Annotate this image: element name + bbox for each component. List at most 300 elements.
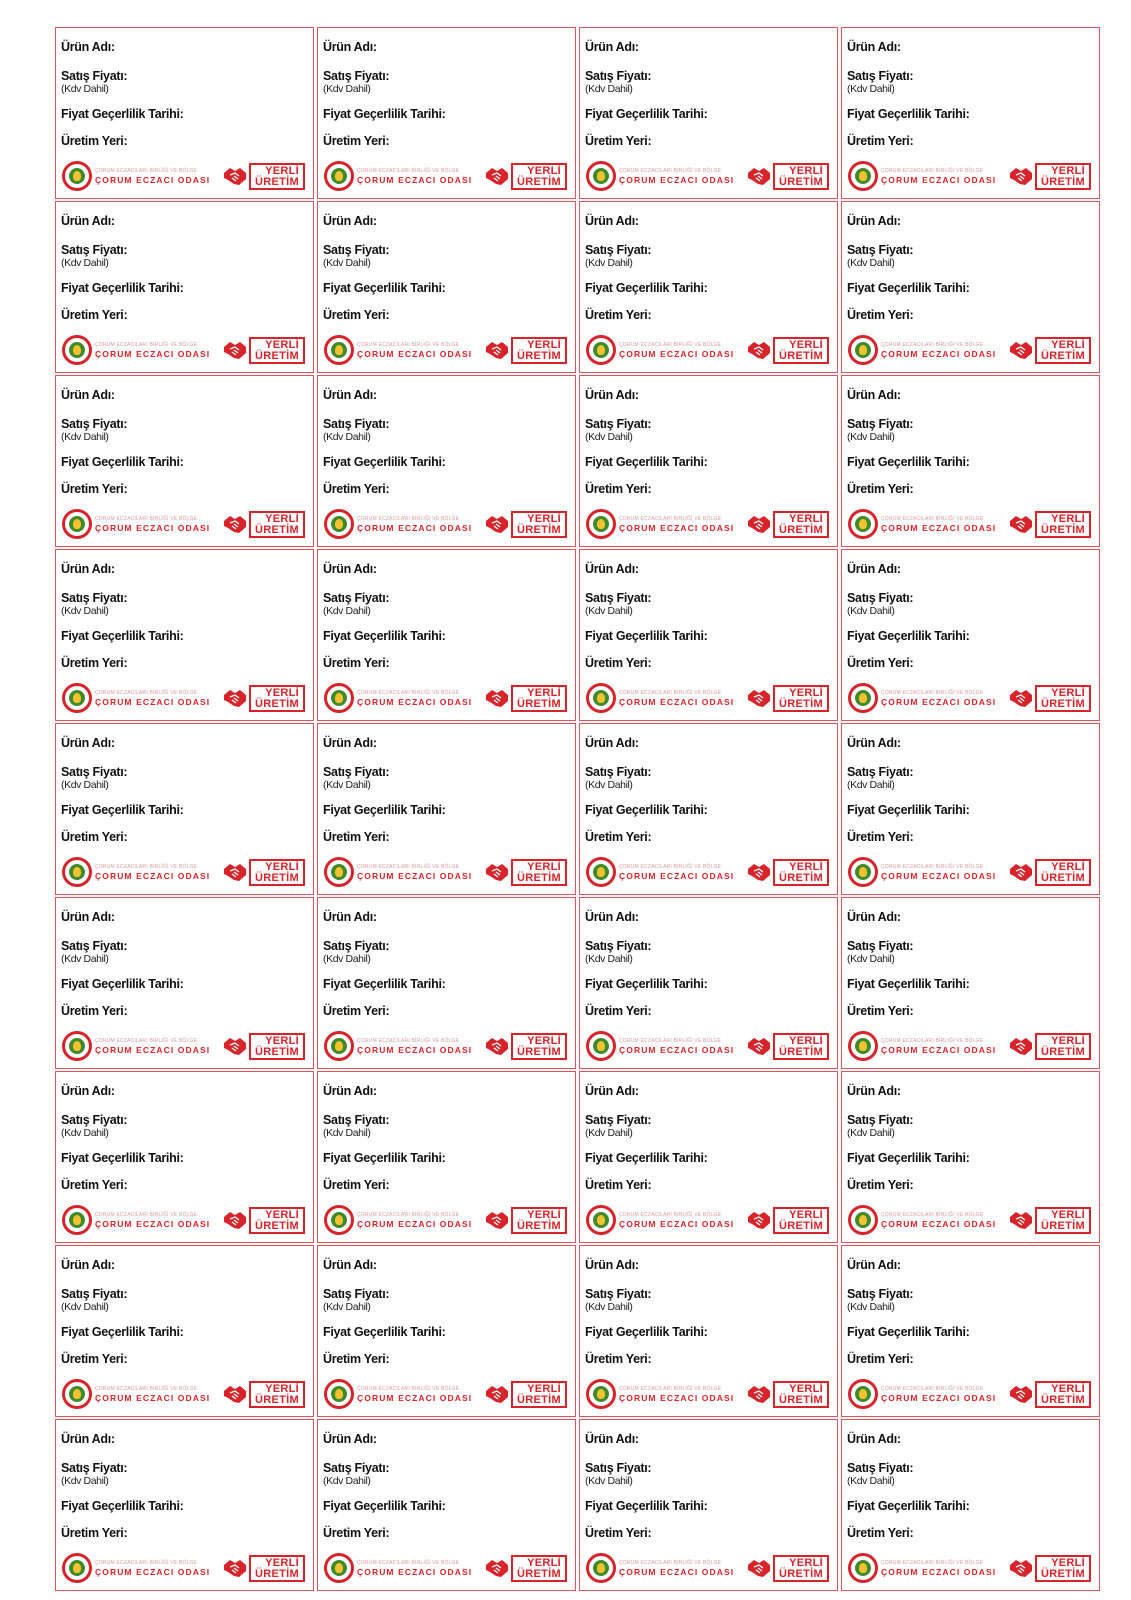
- tax-note: (Kdv Dahil): [585, 1127, 633, 1139]
- price-label-text: Satış Fiyatı:: [847, 243, 914, 257]
- product-name-label: Ürün Adı:: [847, 40, 901, 54]
- product-name-label: Ürün Adı:: [847, 1432, 901, 1446]
- product-name-label: Ürün Adı:: [61, 1432, 115, 1446]
- chamber-name-block: [619, 516, 734, 533]
- handshake-icon: [1009, 513, 1033, 535]
- handshake-icon: [747, 339, 771, 361]
- production-place-label: Üretim Yeri:: [323, 656, 390, 670]
- price-label: [841, 1245, 1100, 1417]
- price-label: [317, 1245, 576, 1417]
- badge-line-1: YERLİ: [789, 686, 823, 699]
- production-place-label: Üretim Yeri:: [323, 1526, 390, 1540]
- local-production-badge: [223, 685, 305, 712]
- pharmacy-seal-icon: [848, 1553, 878, 1583]
- chamber-name: ÇORUM ECZACI ODASI: [357, 348, 473, 359]
- handshake-icon: [1009, 165, 1033, 187]
- price-valid-date-label: Fiyat Geçerlilik Tarihi:: [585, 281, 708, 295]
- badge-line-2: ÜRETİM: [1041, 1219, 1085, 1232]
- label-footer: [62, 681, 305, 715]
- badge-line-2: ÜRETİM: [255, 175, 299, 188]
- badge-line-2: ÜRETİM: [779, 1567, 823, 1580]
- chamber-name-block: [881, 1386, 996, 1403]
- local-production-badge: [747, 511, 829, 538]
- badge-line-1: YERLİ: [789, 1556, 823, 1569]
- badge-line-1: YERLİ: [265, 686, 299, 699]
- price-valid-date-label: Fiyat Geçerlilik Tarihi:: [585, 803, 708, 817]
- label-footer: [586, 333, 829, 367]
- pharmacy-seal-icon: [848, 1379, 878, 1409]
- badge-text-box: [773, 511, 829, 538]
- chamber-subtitle: ÇORUM ECZACILARI BİRLİĞİ VE BÖLGE: [619, 167, 722, 174]
- production-place-label: Üretim Yeri:: [323, 1178, 390, 1192]
- badge-text-box: [1035, 1033, 1091, 1060]
- badge-line-1: YERLİ: [1051, 1556, 1085, 1569]
- price-label: [579, 1071, 838, 1243]
- production-place-label: Üretim Yeri:: [323, 482, 390, 496]
- chamber-name-block: [619, 1386, 734, 1403]
- chamber-subtitle: ÇORUM ECZACILARI BİRLİĞİ VE BÖLGE: [357, 1037, 460, 1044]
- badge-text-box: [511, 163, 567, 190]
- badge-line-2: ÜRETİM: [779, 697, 823, 710]
- badge-text-box: [1035, 1555, 1091, 1582]
- tax-note: (Kdv Dahil): [585, 779, 633, 791]
- price-label: [841, 897, 1100, 1069]
- badge-text-box: [773, 1033, 829, 1060]
- badge-line-1: YERLİ: [789, 164, 823, 177]
- local-production-badge: [485, 1381, 567, 1408]
- chamber-name: ÇORUM ECZACI ODASI: [95, 522, 211, 533]
- price-label-text: Satış Fiyatı:: [323, 243, 390, 257]
- handshake-icon: [223, 513, 247, 535]
- price-valid-date-label: Fiyat Geçerlilik Tarihi:: [323, 281, 446, 295]
- product-name-label: Ürün Adı:: [585, 1432, 639, 1446]
- chamber-logo: [586, 683, 734, 713]
- badge-text-box: [773, 685, 829, 712]
- badge-line-2: ÜRETİM: [255, 523, 299, 536]
- badge-line-2: ÜRETİM: [255, 1393, 299, 1406]
- badge-line-2: ÜRETİM: [779, 1219, 823, 1232]
- label-footer: [848, 1029, 1091, 1063]
- label-footer: [324, 159, 567, 193]
- local-production-badge: [747, 1381, 829, 1408]
- badge-line-1: YERLİ: [1051, 860, 1085, 873]
- tax-note: (Kdv Dahil): [847, 605, 895, 617]
- chamber-subtitle: ÇORUM ECZACILARI BİRLİĞİ VE BÖLGE: [619, 515, 722, 522]
- production-place-label: Üretim Yeri:: [847, 1526, 914, 1540]
- tax-note: (Kdv Dahil): [847, 431, 895, 443]
- local-production-badge: [485, 163, 567, 190]
- badge-line-2: ÜRETİM: [517, 1567, 561, 1580]
- chamber-name: ÇORUM ECZACI ODASI: [357, 1392, 473, 1403]
- badge-text-box: [773, 163, 829, 190]
- chamber-subtitle: ÇORUM ECZACILARI BİRLİĞİ VE BÖLGE: [95, 167, 198, 174]
- production-place-label: Üretim Yeri:: [585, 482, 652, 496]
- price-label: [317, 897, 576, 1069]
- local-production-badge: [223, 337, 305, 364]
- label-footer: [848, 159, 1091, 193]
- price-label: [841, 1419, 1100, 1591]
- chamber-name-block: [357, 1386, 472, 1403]
- tax-note: (Kdv Dahil): [323, 83, 371, 95]
- price-valid-date-label: Fiyat Geçerlilik Tarihi:: [61, 107, 184, 121]
- pharmacy-seal-icon: [848, 161, 878, 191]
- chamber-logo: [586, 1379, 734, 1409]
- chamber-name-block: [881, 1560, 996, 1577]
- production-place-label: Üretim Yeri:: [323, 1004, 390, 1018]
- local-production-badge: [747, 1207, 829, 1234]
- chamber-subtitle: ÇORUM ECZACILARI BİRLİĞİ VE BÖLGE: [881, 1385, 984, 1392]
- badge-line-1: YERLİ: [1051, 164, 1085, 177]
- product-name-label: Ürün Adı:: [847, 1258, 901, 1272]
- chamber-subtitle: ÇORUM ECZACILARI BİRLİĞİ VE BÖLGE: [357, 167, 460, 174]
- chamber-name: ÇORUM ECZACI ODASI: [619, 522, 735, 533]
- price-label: [841, 723, 1100, 895]
- price-label: [579, 27, 838, 199]
- chamber-name: ÇORUM ECZACI ODASI: [357, 696, 473, 707]
- badge-text-box: [511, 1555, 567, 1582]
- local-production-badge: [1009, 1033, 1091, 1060]
- chamber-logo: [324, 1031, 472, 1061]
- chamber-subtitle: ÇORUM ECZACILARI BİRLİĞİ VE BÖLGE: [357, 1385, 460, 1392]
- price-valid-date-label: Fiyat Geçerlilik Tarihi:: [585, 1325, 708, 1339]
- chamber-name-block: [881, 516, 996, 533]
- badge-line-1: YERLİ: [1051, 1382, 1085, 1395]
- chamber-subtitle: ÇORUM ECZACILARI BİRLİĞİ VE BÖLGE: [357, 341, 460, 348]
- handshake-icon: [1009, 1209, 1033, 1231]
- badge-line-1: YERLİ: [265, 512, 299, 525]
- product-name-label: Ürün Adı:: [585, 562, 639, 576]
- handshake-icon: [747, 1383, 771, 1405]
- chamber-subtitle: ÇORUM ECZACILARI BİRLİĞİ VE BÖLGE: [881, 1037, 984, 1044]
- chamber-name: ÇORUM ECZACI ODASI: [881, 1392, 997, 1403]
- badge-line-2: ÜRETİM: [779, 175, 823, 188]
- badge-text-box: [1035, 1207, 1091, 1234]
- badge-line-1: YERLİ: [265, 1208, 299, 1221]
- badge-text-box: [249, 163, 305, 190]
- chamber-subtitle: ÇORUM ECZACILARI BİRLİĞİ VE BÖLGE: [619, 1037, 722, 1044]
- badge-line-1: YERLİ: [527, 1208, 561, 1221]
- price-valid-date-label: Fiyat Geçerlilik Tarihi:: [323, 1325, 446, 1339]
- price-label: [579, 723, 838, 895]
- pharmacy-seal-icon: [586, 683, 616, 713]
- local-production-badge: [485, 1207, 567, 1234]
- pharmacy-seal-icon: [324, 683, 354, 713]
- price-valid-date-label: Fiyat Geçerlilik Tarihi:: [323, 455, 446, 469]
- production-place-label: Üretim Yeri:: [585, 1004, 652, 1018]
- badge-line-2: ÜRETİM: [1041, 1567, 1085, 1580]
- local-production-badge: [223, 163, 305, 190]
- production-place-label: Üretim Yeri:: [61, 308, 128, 322]
- price-label-text: Satış Fiyatı:: [585, 765, 652, 779]
- badge-line-2: ÜRETİM: [779, 349, 823, 362]
- price-label: [579, 375, 838, 547]
- product-name-label: Ürün Adı:: [61, 1084, 115, 1098]
- pharmacy-seal-icon: [324, 857, 354, 887]
- product-name-label: Ürün Adı:: [585, 1258, 639, 1272]
- chamber-name: ÇORUM ECZACI ODASI: [619, 174, 735, 185]
- badge-line-2: ÜRETİM: [1041, 175, 1085, 188]
- tax-note: (Kdv Dahil): [61, 431, 109, 443]
- pharmacy-seal-icon: [586, 1205, 616, 1235]
- local-production-badge: [223, 1207, 305, 1234]
- chamber-subtitle: ÇORUM ECZACILARI BİRLİĞİ VE BÖLGE: [357, 863, 460, 870]
- chamber-name-block: [881, 168, 996, 185]
- handshake-icon: [223, 165, 247, 187]
- price-label-text: Satış Fiyatı:: [61, 417, 128, 431]
- price-valid-date-label: Fiyat Geçerlilik Tarihi:: [585, 1151, 708, 1165]
- badge-line-2: ÜRETİM: [517, 175, 561, 188]
- handshake-icon: [1009, 339, 1033, 361]
- label-footer: [848, 681, 1091, 715]
- price-valid-date-label: Fiyat Geçerlilik Tarihi:: [61, 977, 184, 991]
- price-label-text: Satış Fiyatı:: [847, 1287, 914, 1301]
- chamber-logo: [62, 1379, 210, 1409]
- badge-line-2: ÜRETİM: [517, 1219, 561, 1232]
- badge-line-1: YERLİ: [789, 512, 823, 525]
- badge-line-2: ÜRETİM: [1041, 697, 1085, 710]
- chamber-logo: [324, 857, 472, 887]
- handshake-icon: [747, 1035, 771, 1057]
- tax-note: (Kdv Dahil): [585, 953, 633, 965]
- badge-line-1: YERLİ: [1051, 338, 1085, 351]
- badge-line-2: ÜRETİM: [255, 1219, 299, 1232]
- pharmacy-seal-icon: [586, 1379, 616, 1409]
- pharmacy-seal-icon: [324, 1553, 354, 1583]
- price-label: [55, 549, 314, 721]
- price-label-text: Satış Fiyatı:: [61, 1287, 128, 1301]
- production-place-label: Üretim Yeri:: [585, 656, 652, 670]
- chamber-name: ÇORUM ECZACI ODASI: [357, 522, 473, 533]
- price-label: [317, 201, 576, 373]
- chamber-name: ÇORUM ECZACI ODASI: [619, 1392, 735, 1403]
- chamber-logo: [586, 1031, 734, 1061]
- chamber-name-block: [95, 516, 210, 533]
- pharmacy-seal-icon: [848, 1031, 878, 1061]
- price-label: [841, 27, 1100, 199]
- production-place-label: Üretim Yeri:: [61, 1352, 128, 1366]
- label-footer: [62, 855, 305, 889]
- chamber-logo: [586, 1553, 734, 1583]
- badge-line-1: YERLİ: [789, 1034, 823, 1047]
- label-footer: [62, 333, 305, 367]
- chamber-logo: [586, 1205, 734, 1235]
- badge-line-1: YERLİ: [265, 164, 299, 177]
- tax-note: (Kdv Dahil): [585, 1301, 633, 1313]
- price-valid-date-label: Fiyat Geçerlilik Tarihi:: [847, 107, 970, 121]
- chamber-logo: [324, 1379, 472, 1409]
- handshake-icon: [485, 1035, 509, 1057]
- chamber-name: ÇORUM ECZACI ODASI: [95, 1218, 211, 1229]
- local-production-badge: [1009, 511, 1091, 538]
- price-label-text: Satış Fiyatı:: [585, 1287, 652, 1301]
- label-footer: [586, 1203, 829, 1237]
- chamber-name-block: [881, 1038, 996, 1055]
- local-production-badge: [485, 1033, 567, 1060]
- price-valid-date-label: Fiyat Geçerlilik Tarihi:: [323, 977, 446, 991]
- label-footer: [586, 1377, 829, 1411]
- label-footer: [324, 681, 567, 715]
- badge-text-box: [249, 685, 305, 712]
- local-production-badge: [747, 859, 829, 886]
- chamber-name: ÇORUM ECZACI ODASI: [619, 696, 735, 707]
- chamber-logo: [586, 161, 734, 191]
- local-production-badge: [223, 1381, 305, 1408]
- tax-note: (Kdv Dahil): [323, 953, 371, 965]
- chamber-name-block: [95, 690, 210, 707]
- price-valid-date-label: Fiyat Geçerlilik Tarihi:: [847, 803, 970, 817]
- pharmacy-seal-icon: [62, 509, 92, 539]
- chamber-name: ÇORUM ECZACI ODASI: [357, 870, 473, 881]
- production-place-label: Üretim Yeri:: [61, 134, 128, 148]
- product-name-label: Ürün Adı:: [61, 736, 115, 750]
- price-label-text: Satış Fiyatı:: [61, 939, 128, 953]
- local-production-badge: [485, 337, 567, 364]
- chamber-subtitle: ÇORUM ECZACILARI BİRLİĞİ VE BÖLGE: [95, 1385, 198, 1392]
- chamber-subtitle: ÇORUM ECZACILARI BİRLİĞİ VE BÖLGE: [881, 515, 984, 522]
- tax-note: (Kdv Dahil): [585, 1475, 633, 1487]
- price-label-text: Satış Fiyatı:: [61, 1461, 128, 1475]
- badge-line-2: ÜRETİM: [1041, 1045, 1085, 1058]
- handshake-icon: [223, 1557, 247, 1579]
- chamber-name-block: [95, 342, 210, 359]
- chamber-name: ÇORUM ECZACI ODASI: [881, 1566, 997, 1577]
- badge-line-2: ÜRETİM: [1041, 523, 1085, 536]
- chamber-name: ÇORUM ECZACI ODASI: [95, 870, 211, 881]
- handshake-icon: [223, 687, 247, 709]
- tax-note: (Kdv Dahil): [847, 779, 895, 791]
- price-label: [55, 201, 314, 373]
- chamber-logo: [62, 1205, 210, 1235]
- label-footer: [62, 1551, 305, 1585]
- pharmacy-seal-icon: [586, 1031, 616, 1061]
- chamber-name-block: [95, 1386, 210, 1403]
- product-name-label: Ürün Adı:: [323, 388, 377, 402]
- badge-text-box: [1035, 511, 1091, 538]
- chamber-logo: [848, 1553, 996, 1583]
- product-name-label: Ürün Adı:: [585, 214, 639, 228]
- product-name-label: Ürün Adı:: [61, 562, 115, 576]
- local-production-badge: [1009, 859, 1091, 886]
- pharmacy-seal-icon: [848, 683, 878, 713]
- price-valid-date-label: Fiyat Geçerlilik Tarihi:: [847, 281, 970, 295]
- chamber-name: ÇORUM ECZACI ODASI: [619, 870, 735, 881]
- local-production-badge: [1009, 1381, 1091, 1408]
- label-footer: [848, 333, 1091, 367]
- badge-line-2: ÜRETİM: [517, 349, 561, 362]
- badge-line-2: ÜRETİM: [779, 1045, 823, 1058]
- pharmacy-seal-icon: [62, 1553, 92, 1583]
- badge-text-box: [1035, 163, 1091, 190]
- chamber-logo: [62, 1553, 210, 1583]
- chamber-name: ÇORUM ECZACI ODASI: [619, 1566, 735, 1577]
- tax-note: (Kdv Dahil): [323, 1301, 371, 1313]
- chamber-name: ÇORUM ECZACI ODASI: [881, 870, 997, 881]
- price-valid-date-label: Fiyat Geçerlilik Tarihi:: [61, 281, 184, 295]
- label-grid: [55, 27, 1100, 1591]
- production-place-label: Üretim Yeri:: [61, 482, 128, 496]
- chamber-name: ÇORUM ECZACI ODASI: [619, 1218, 735, 1229]
- handshake-icon: [1009, 861, 1033, 883]
- chamber-logo: [62, 683, 210, 713]
- pharmacy-seal-icon: [62, 335, 92, 365]
- handshake-icon: [1009, 687, 1033, 709]
- chamber-subtitle: ÇORUM ECZACILARI BİRLİĞİ VE BÖLGE: [881, 1211, 984, 1218]
- pharmacy-seal-icon: [586, 335, 616, 365]
- chamber-logo: [848, 1379, 996, 1409]
- badge-line-2: ÜRETİM: [255, 871, 299, 884]
- chamber-subtitle: ÇORUM ECZACILARI BİRLİĞİ VE BÖLGE: [357, 515, 460, 522]
- product-name-label: Ürün Adı:: [847, 562, 901, 576]
- handshake-icon: [485, 1383, 509, 1405]
- badge-text-box: [249, 337, 305, 364]
- chamber-name: ÇORUM ECZACI ODASI: [95, 1392, 211, 1403]
- price-label-text: Satış Fiyatı:: [323, 1113, 390, 1127]
- local-production-badge: [485, 1555, 567, 1582]
- label-footer: [848, 507, 1091, 541]
- product-name-label: Ürün Adı:: [61, 910, 115, 924]
- chamber-name: ÇORUM ECZACI ODASI: [95, 1566, 211, 1577]
- chamber-subtitle: ÇORUM ECZACILARI BİRLİĞİ VE BÖLGE: [619, 1211, 722, 1218]
- badge-line-2: ÜRETİM: [1041, 1393, 1085, 1406]
- product-name-label: Ürün Adı:: [585, 388, 639, 402]
- price-label-text: Satış Fiyatı:: [323, 417, 390, 431]
- chamber-name: ÇORUM ECZACI ODASI: [357, 1044, 473, 1055]
- production-place-label: Üretim Yeri:: [847, 308, 914, 322]
- chamber-name: ÇORUM ECZACI ODASI: [881, 174, 997, 185]
- badge-text-box: [1035, 337, 1091, 364]
- handshake-icon: [485, 1557, 509, 1579]
- handshake-icon: [747, 1557, 771, 1579]
- badge-text-box: [511, 1207, 567, 1234]
- price-label: [317, 27, 576, 199]
- label-footer: [586, 507, 829, 541]
- chamber-logo: [586, 335, 734, 365]
- chamber-logo: [848, 683, 996, 713]
- chamber-name: ÇORUM ECZACI ODASI: [881, 348, 997, 359]
- chamber-logo: [62, 335, 210, 365]
- chamber-name-block: [357, 690, 472, 707]
- pharmacy-seal-icon: [586, 1553, 616, 1583]
- production-place-label: Üretim Yeri:: [61, 1178, 128, 1192]
- production-place-label: Üretim Yeri:: [847, 830, 914, 844]
- pharmacy-seal-icon: [586, 161, 616, 191]
- price-label: [317, 375, 576, 547]
- chamber-logo: [62, 161, 210, 191]
- pharmacy-seal-icon: [848, 509, 878, 539]
- chamber-subtitle: ÇORUM ECZACILARI BİRLİĞİ VE BÖLGE: [619, 341, 722, 348]
- chamber-name-block: [357, 1560, 472, 1577]
- badge-text-box: [1035, 1381, 1091, 1408]
- price-valid-date-label: Fiyat Geçerlilik Tarihi:: [585, 455, 708, 469]
- tax-note: (Kdv Dahil): [323, 1475, 371, 1487]
- badge-line-1: YERLİ: [527, 164, 561, 177]
- label-footer: [324, 507, 567, 541]
- handshake-icon: [485, 861, 509, 883]
- badge-line-2: ÜRETİM: [517, 1045, 561, 1058]
- handshake-icon: [1009, 1035, 1033, 1057]
- label-footer: [586, 159, 829, 193]
- price-label-text: Satış Fiyatı:: [847, 939, 914, 953]
- production-place-label: Üretim Yeri:: [585, 830, 652, 844]
- chamber-name: ÇORUM ECZACI ODASI: [95, 348, 211, 359]
- price-label-text: Satış Fiyatı:: [323, 1461, 390, 1475]
- tax-note: (Kdv Dahil): [61, 1475, 109, 1487]
- price-label-text: Satış Fiyatı:: [323, 939, 390, 953]
- chamber-name-block: [95, 1038, 210, 1055]
- chamber-name-block: [95, 1560, 210, 1577]
- chamber-subtitle: ÇORUM ECZACILARI BİRLİĞİ VE BÖLGE: [95, 515, 198, 522]
- tax-note: (Kdv Dahil): [847, 1127, 895, 1139]
